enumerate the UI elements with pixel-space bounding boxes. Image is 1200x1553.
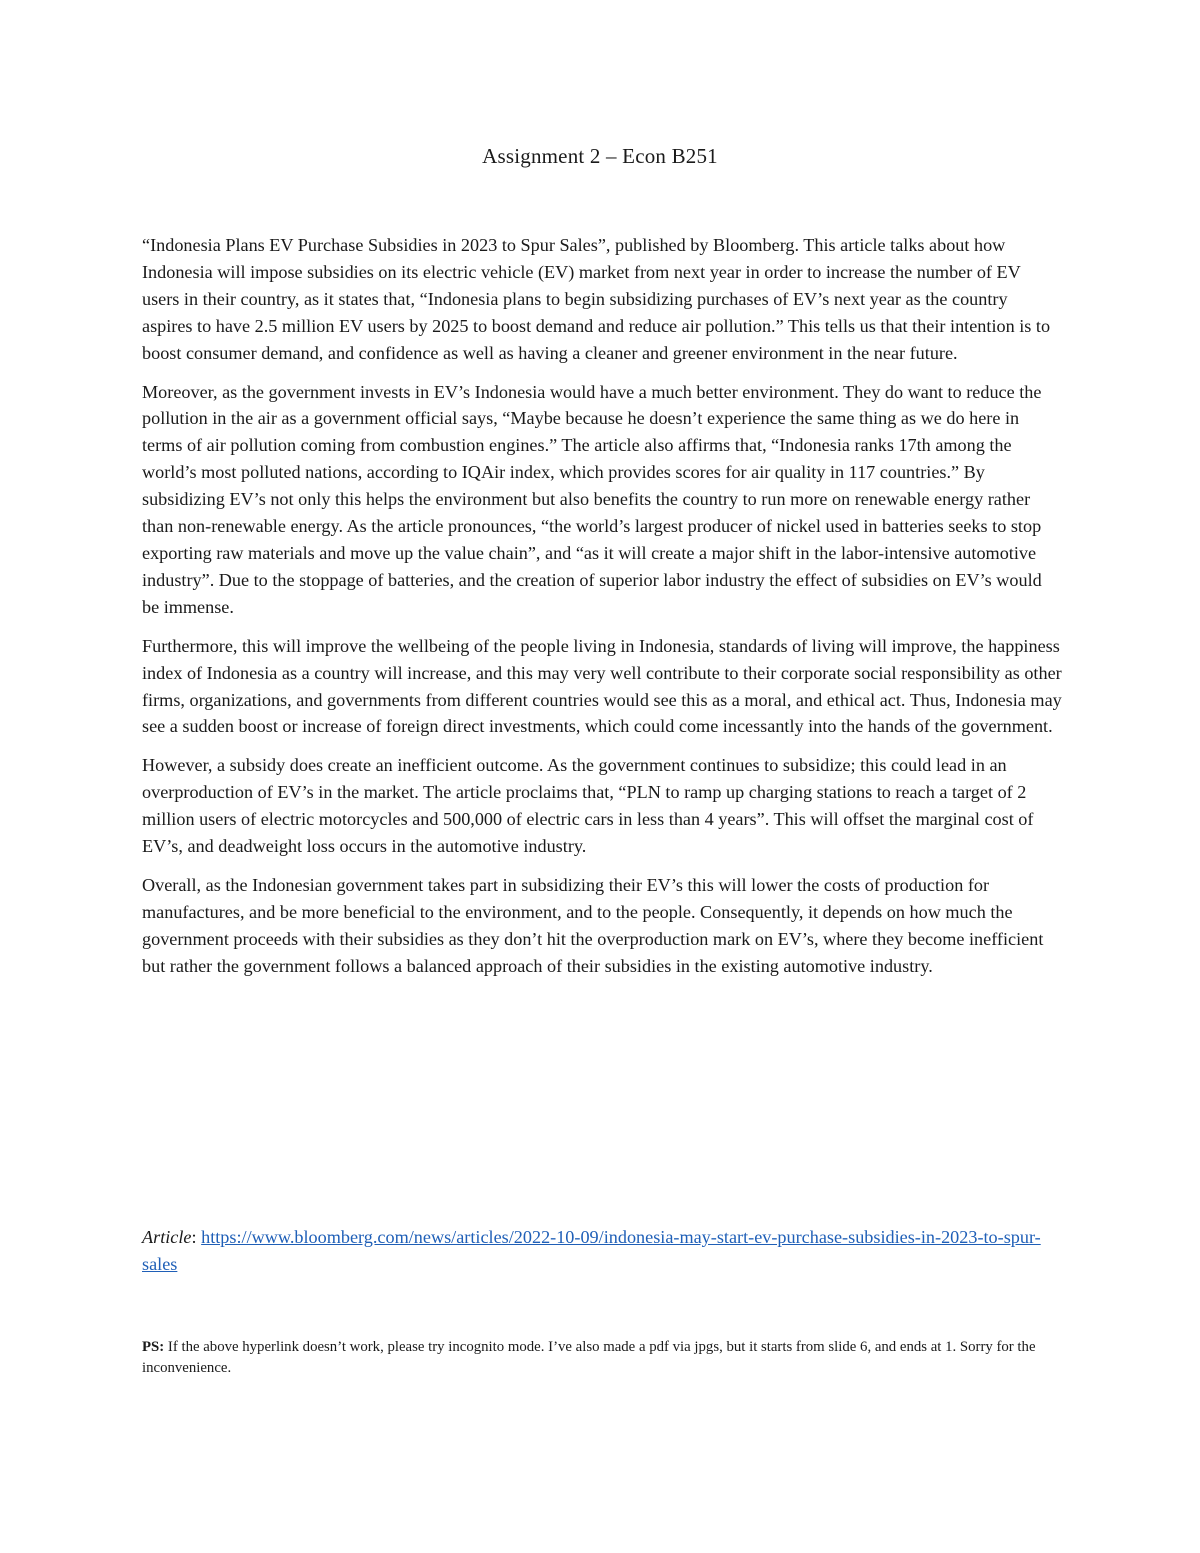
article-separator: : [191, 1227, 202, 1247]
paragraph-overall: Overall, as the Indonesian government takes part in subsidizing their EV’s this will lower the costs of production for manufactures, and be more beneficial to the environment, and to the people. Consequently, it depends on how much the government proceeds with their subsidies as they don’t hit the overproduction mark on EV’s, where they become inefficient but rather the government follows a balanced approach of their subsidies in the existing automotive industry. [142, 874, 1044, 976]
article-hyperlink[interactable]: https://www.bloomberg.com/news/articles/2022-10-09/indonesia-may-start-ev-purchase-subsidies-in-2023-to-spur-sales [142, 1227, 1041, 1274]
ps-text: If the above hyperlink doesn’t work, please try incognito mode. I’ve also made a pdf via jpgs, but it starts from slide 6, and ends at 1. Sorry for the inconvenience. [142, 1339, 1036, 1376]
paragraph-however: However, a subsidy does create an inefficient outcome. As the government continues to subsidize; this could lead in an overproduction of EV’s in the market. The article proclaims that, “PLN to ramp up charging stations to reach a target of 2 million users of electric motorcycles and 500,000 of electric cars in less than 4 years”. This will offset the marginal cost of EV’s, and deadweight loss occurs in the automotive industry. [142, 755, 1034, 857]
document-title: Assignment 2 – Econ B251 [482, 144, 718, 168]
paragraph-intro: “Indonesia Plans EV Purchase Subsidies in 2023 to Spur Sales”, published by Bloomberg. This article talks about how Indonesia will impose subsidies on its electric vehicle (EV) market from next year in order to increase the number of EV users in their country, as it states that, “Indonesia plans to begin subsidizing purchases of EV’s next year as the country aspires to have 2.5 million EV users by 2025 to boost demand and reduce air pollution.” This tells us that their intention is to boost consumer demand, and confidence as well as having a cleaner and greener environment in the near future. [142, 235, 1051, 363]
article-label: Article [142, 1227, 192, 1247]
document-body [142, 232, 1062, 992]
ps-label: PS: [142, 1339, 165, 1355]
ps-note [142, 1337, 1062, 1379]
paragraph-furthermore: Furthermore, this will improve the wellbeing of the people living in Indonesia, standards of living will improve, the happiness index of Indonesia as a country will increase, and this may very well contribute to their corporate social responsibility as other firms, organizations, and governments from different countries would see this as a moral, and ethical act. Thus, Indonesia may see a sudden boost or increase of foreign direct investments, which could come incessantly into the hands of the government. [142, 635, 1062, 737]
paragraph-moreover: Moreover, as the government invests in EV’s Indonesia would have a much better environment. They do want to reduce the pollution in the air as a government official says, “Maybe because he doesn’t experience the same thing as we do here in terms of air pollution coming from combustion engines.” The article also affirms that, “Indonesia ranks 17th among the world’s most polluted nations, according to IQAir index, which provides scores for air quality in 117 countries.” By subsidizing EV’s not only this helps the environment but also benefits the country to run more on renewable energy rather than non-renewable energy. As the article pronounces, “the world’s largest producer of nickel used in batteries seeks to stop exporting raw materials and move up the value chain”, and “as it will create a major shift in the labor-intensive automotive industry”. Due to the stoppage of batteries, and the creation of superior labor industry the effect of subsidies on EV’s would be immense. [142, 381, 1042, 617]
article-reference [142, 1224, 1062, 1278]
